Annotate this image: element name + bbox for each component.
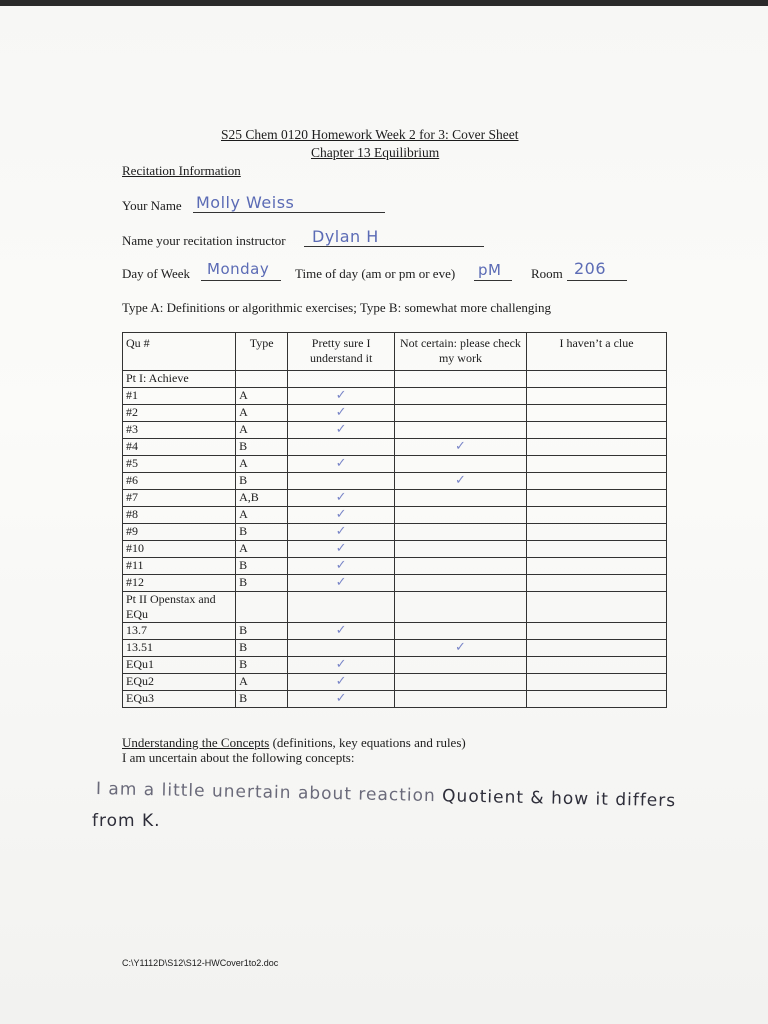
doc-title-line1: S25 Chem 0120 Homework Week 2 for 3: Cover Sheet — [221, 127, 519, 142]
check-mark-icon: ✓ — [335, 422, 347, 437]
table-row — [123, 674, 667, 691]
row-not-certain — [394, 439, 526, 456]
check-mark-icon: ✓ — [335, 558, 347, 573]
day-label: Day of Week — [122, 266, 191, 281]
row-pretty-sure — [288, 623, 395, 640]
table-row — [123, 541, 667, 558]
row-qu: #12 — [123, 575, 236, 592]
row-type: A — [236, 422, 288, 439]
row-pretty-sure — [288, 490, 395, 507]
type-legend: Type A: Definitions or algorithmic exercises; Type B: somewhat more challenging — [122, 300, 552, 315]
row-type: B — [236, 473, 288, 490]
time-value: pM — [478, 261, 502, 279]
row-no-clue — [527, 640, 667, 657]
row-pretty-sure — [288, 439, 395, 456]
row-qu: #3 — [123, 422, 236, 439]
room-underline — [567, 280, 627, 281]
row-no-clue — [527, 558, 667, 575]
file-path-footer: C:\Y1112D\S12\S12-HWCover1to2.doc — [122, 958, 279, 968]
row-not-certain — [394, 623, 526, 640]
row-no-clue — [527, 657, 667, 674]
row-no-clue — [527, 691, 667, 708]
row-pretty-sure — [288, 541, 395, 558]
row-type: A — [236, 541, 288, 558]
table-row — [123, 691, 667, 708]
row-qu: #9 — [123, 524, 236, 541]
row-qu: #11 — [123, 558, 236, 575]
concepts-heading-line — [122, 735, 466, 751]
col-header-type: Type — [236, 333, 288, 371]
row-qu: EQu1 — [123, 657, 236, 674]
table-row — [123, 558, 667, 575]
instructor-value: Dylan H — [312, 227, 379, 246]
row-pretty-sure — [288, 405, 395, 422]
table-row — [123, 490, 667, 507]
concepts-prompt: I am uncertain about the following concepts: — [122, 750, 355, 765]
table-row — [123, 473, 667, 490]
doc-title-line2: Chapter 13 Equilibrium — [311, 145, 440, 160]
row-not-certain — [394, 507, 526, 524]
row-not-certain — [394, 592, 526, 623]
row-pretty-sure — [288, 657, 395, 674]
section-heading-recitation: Recitation Information — [122, 163, 241, 178]
table-row — [123, 507, 667, 524]
row-type: B — [236, 657, 288, 674]
row-not-certain — [394, 422, 526, 439]
row-type: A — [236, 674, 288, 691]
col-header-no-clue: I haven’t a clue — [527, 333, 667, 371]
check-mark-icon: ✓ — [335, 507, 347, 522]
row-pretty-sure — [288, 691, 395, 708]
table-row — [123, 657, 667, 674]
row-no-clue — [527, 575, 667, 592]
row-qu: EQu3 — [123, 691, 236, 708]
table-row — [123, 524, 667, 541]
table-row — [123, 623, 667, 640]
name-underline — [193, 212, 385, 213]
table-row — [123, 592, 667, 623]
row-type: B — [236, 691, 288, 708]
table-row — [123, 388, 667, 405]
row-no-clue — [527, 592, 667, 623]
room-value: 206 — [574, 259, 607, 278]
row-type: A — [236, 456, 288, 473]
time-label: Time of day (am or pm or eve) — [295, 266, 456, 281]
instructor-underline — [304, 246, 484, 247]
check-mark-icon: ✓ — [335, 405, 347, 420]
check-mark-icon: ✓ — [335, 657, 347, 672]
scanner-edge — [0, 0, 768, 6]
col-header-qu: Qu # — [123, 333, 236, 371]
row-no-clue — [527, 388, 667, 405]
row-pretty-sure — [288, 640, 395, 657]
row-type: B — [236, 524, 288, 541]
row-not-certain — [394, 691, 526, 708]
check-mark-icon: ✓ — [335, 456, 347, 471]
row-type: B — [236, 558, 288, 575]
row-not-certain — [394, 405, 526, 422]
row-qu: #4 — [123, 439, 236, 456]
row-pretty-sure — [288, 524, 395, 541]
row-not-certain — [394, 575, 526, 592]
row-pretty-sure — [288, 371, 395, 388]
row-pretty-sure — [288, 422, 395, 439]
row-pretty-sure — [288, 558, 395, 575]
room-label: Room — [531, 266, 563, 281]
row-no-clue — [527, 507, 667, 524]
check-mark-icon: ✓ — [335, 691, 347, 706]
row-not-certain — [394, 640, 526, 657]
row-not-certain — [394, 456, 526, 473]
row-not-certain — [394, 388, 526, 405]
row-type — [236, 592, 288, 623]
day-underline — [201, 280, 281, 281]
check-mark-icon: ✓ — [335, 623, 347, 638]
row-type: B — [236, 439, 288, 456]
row-pretty-sure — [288, 592, 395, 623]
table-row — [123, 371, 667, 388]
row-no-clue — [527, 371, 667, 388]
check-mark-icon: ✓ — [335, 575, 347, 590]
row-qu: #2 — [123, 405, 236, 422]
row-pretty-sure — [288, 388, 395, 405]
row-not-certain — [394, 490, 526, 507]
row-pretty-sure — [288, 575, 395, 592]
row-type — [236, 371, 288, 388]
instructor-label: Name your recitation instructor — [122, 233, 286, 248]
table-row — [123, 422, 667, 439]
name-label: Your Name — [122, 198, 182, 213]
check-mark-icon: ✓ — [335, 388, 347, 403]
row-no-clue — [527, 490, 667, 507]
name-value: Molly Weiss — [196, 193, 295, 212]
row-no-clue — [527, 439, 667, 456]
row-no-clue — [527, 674, 667, 691]
concepts-heading: Understanding the Concepts — [122, 735, 270, 750]
row-not-certain — [394, 473, 526, 490]
row-type: B — [236, 575, 288, 592]
note-line1-part1: I am a little unertain about reaction — [95, 779, 443, 807]
row-not-certain — [394, 541, 526, 558]
check-mark-icon: ✓ — [335, 490, 347, 505]
check-mark-icon: ✓ — [335, 674, 347, 689]
row-type: A — [236, 507, 288, 524]
table-row — [123, 640, 667, 657]
row-qu: EQu2 — [123, 674, 236, 691]
row-pretty-sure — [288, 456, 395, 473]
check-mark-icon: ✓ — [455, 473, 466, 488]
table-row — [123, 405, 667, 422]
row-no-clue — [527, 473, 667, 490]
note-line1-part2: Quotient & how it differs — [441, 786, 677, 812]
table-row — [123, 439, 667, 456]
check-mark-icon: ✓ — [335, 541, 347, 556]
self-assessment-table — [122, 332, 667, 708]
time-underline — [474, 280, 512, 281]
row-pretty-sure — [288, 674, 395, 691]
row-not-certain — [394, 558, 526, 575]
row-no-clue — [527, 623, 667, 640]
row-qu: #10 — [123, 541, 236, 558]
check-mark-icon: ✓ — [335, 524, 347, 539]
table-header-row — [123, 333, 667, 371]
row-qu: #1 — [123, 388, 236, 405]
row-no-clue — [527, 524, 667, 541]
table-row — [123, 575, 667, 592]
check-mark-icon: ✓ — [455, 640, 466, 655]
row-type: A — [236, 388, 288, 405]
row-no-clue — [527, 541, 667, 558]
table-row — [123, 456, 667, 473]
row-not-certain — [394, 371, 526, 388]
row-pretty-sure — [288, 473, 395, 490]
row-qu: 13.7 — [123, 623, 236, 640]
row-no-clue — [527, 405, 667, 422]
row-type: A,B — [236, 490, 288, 507]
row-qu: #8 — [123, 507, 236, 524]
row-qu: 13.51 — [123, 640, 236, 657]
row-qu: Pt II Openstax and EQu — [123, 592, 236, 623]
row-no-clue — [527, 422, 667, 439]
row-qu: #7 — [123, 490, 236, 507]
check-mark-icon: ✓ — [455, 439, 466, 454]
row-not-certain — [394, 657, 526, 674]
table-body — [123, 371, 667, 708]
day-value: Monday — [207, 260, 270, 278]
row-type: B — [236, 640, 288, 657]
row-not-certain — [394, 674, 526, 691]
col-header-not-certain: Not certain: please check my work — [394, 333, 526, 371]
row-qu: #6 — [123, 473, 236, 490]
row-not-certain — [394, 524, 526, 541]
row-pretty-sure — [288, 507, 395, 524]
col-header-pretty-sure: Pretty sure I understand it — [288, 333, 395, 371]
row-qu: Pt I: Achieve — [123, 371, 236, 388]
concepts-heading-suffix: (definitions, key equations and rules) — [269, 735, 466, 750]
handwritten-note-line2: from K. — [92, 811, 161, 831]
row-type: B — [236, 623, 288, 640]
row-qu: #5 — [123, 456, 236, 473]
row-no-clue — [527, 456, 667, 473]
row-type: A — [236, 405, 288, 422]
